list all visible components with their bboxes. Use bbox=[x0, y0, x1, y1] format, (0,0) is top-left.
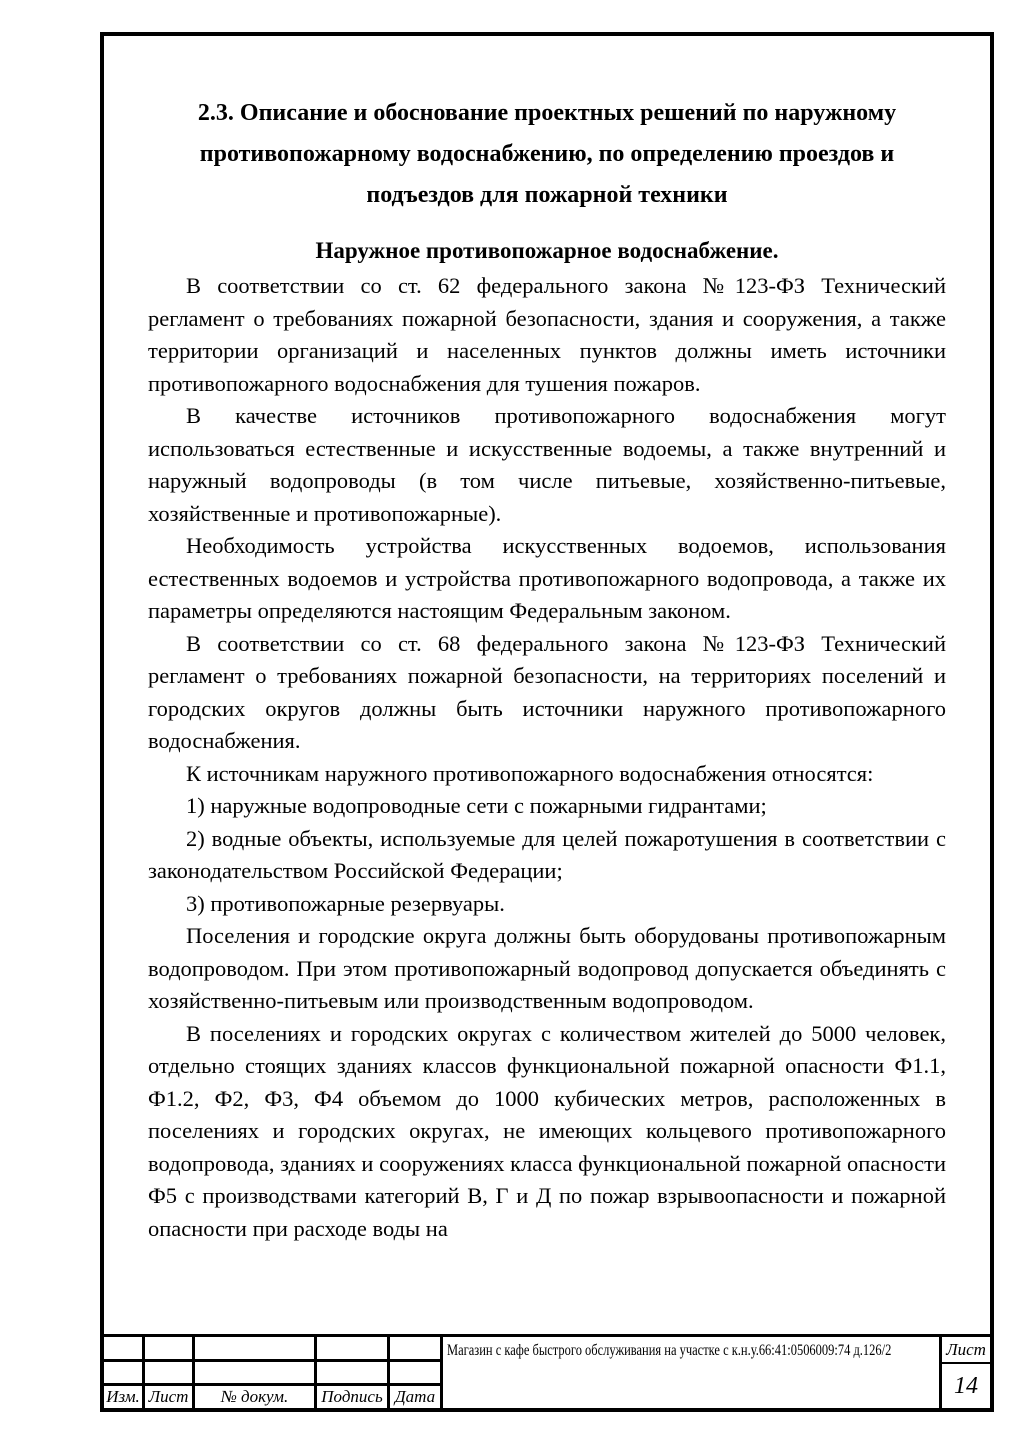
empty-cell bbox=[317, 1359, 387, 1384]
empty-cell bbox=[145, 1337, 192, 1359]
empty-cell bbox=[195, 1359, 314, 1384]
column-label-dokum: № докум. bbox=[195, 1383, 314, 1408]
body-paragraph: К источникам наружного противопожарного водоснабжения относятся: bbox=[186, 760, 874, 786]
empty-cell bbox=[317, 1337, 387, 1359]
empty-cell bbox=[104, 1337, 142, 1359]
title-block-column-dokum bbox=[195, 1337, 317, 1408]
column-label-list: Лист bbox=[145, 1383, 192, 1408]
section-heading bbox=[148, 93, 946, 216]
heading-line: подъездов для пожарной техники bbox=[366, 182, 728, 208]
empty-cell bbox=[104, 1359, 142, 1384]
project-name-cell bbox=[443, 1337, 942, 1408]
body-text bbox=[148, 270, 946, 1245]
empty-cell bbox=[390, 1359, 440, 1384]
body-paragraph: Необходимость устройства искусственных водоемов, использования естественных водоемов и устройства противопожарного водопровода, а также их параметры определяются настоящим Федеральным законом. bbox=[148, 533, 946, 623]
title-block-column-data bbox=[390, 1337, 443, 1408]
body-paragraph-list-item: 3) противопожарные резервуары. bbox=[186, 890, 505, 916]
body-paragraph: В соответствии со ст. 62 федерального закона №123-ФЗ Технический регламент о требованиях пожарной безопасности, здания и сооружения, а также территории организаций и населенных пунктов должны иметь источники противопожарного водоснабжения для тушения пожаров. bbox=[148, 273, 946, 396]
title-block bbox=[104, 1334, 990, 1408]
empty-cell bbox=[145, 1359, 192, 1384]
title-block-column-podpis bbox=[317, 1337, 390, 1408]
sheet-cell bbox=[942, 1337, 990, 1408]
column-label-podpis: Подпись bbox=[317, 1383, 387, 1408]
column-label-izm: Изм. bbox=[104, 1383, 142, 1408]
body-paragraph: Поселения и городские округа должны быть оборудованы противопожарным водопроводом. При этом противопожарный водопровод допускается объединять с хозяйственно-питьевым или производственным водопроводом. bbox=[148, 923, 946, 1013]
body-paragraph-list-item: 1) наружные водопроводные сети с пожарными гидрантами; bbox=[186, 793, 767, 818]
document-frame bbox=[100, 32, 994, 1412]
column-label-data: Дата bbox=[390, 1383, 440, 1408]
body-paragraph: В поселениях и городских округах с количеством жителей до 5000 человек, отдельно стоящих зданиях классов функциональной пожарной опасности Ф1.1, Ф1.2, Ф2, Ф3, Ф4 объемом до 1000 кубических метров, расположенных в поселениях и городских округах, не имеющих кольцевого противопожарного водопровода, зданиях и сооружениях класса функциональной пожарной опасности Ф5 с производствами категорий В, Г и Д по пожар взрывоопасности и пожарной опасности при расходе воды на bbox=[148, 1020, 946, 1241]
title-block-column-izm bbox=[104, 1337, 145, 1408]
sheet-label: Лист bbox=[942, 1337, 990, 1364]
empty-cell bbox=[195, 1337, 314, 1359]
title-block-column-list bbox=[145, 1337, 195, 1408]
empty-cell bbox=[390, 1337, 440, 1359]
sheet-number: 14 bbox=[954, 1372, 978, 1399]
heading-line: противопожарному водоснабжению, по определению проездов и bbox=[199, 141, 895, 167]
heading-line: 2.3. Описание и обоснование проектных решений по наружному bbox=[197, 100, 897, 126]
body-paragraph-list-item: 2) водные объекты, используемые для целей пожаротушения в соответствии с законодательством Российской Федерации; bbox=[148, 825, 946, 883]
body-paragraph: В соответствии со ст. 68 федерального закона №123-ФЗ Технический регламент о требованиях пожарной безопасности, на территориях поселений и городских округов должны быть источники наружного противопожарного водоснабжения. bbox=[148, 630, 946, 753]
subsection-heading: Наружное противопожарное водоснабжение. bbox=[315, 238, 779, 263]
project-name-text: Магазин с кафе быстрого обслуживания на участке с к.н.у.66:41:0506009:74 д.126/2 bbox=[447, 1342, 892, 1359]
text-column bbox=[148, 36, 946, 1245]
body-paragraph: В качестве источников противопожарного водоснабжения могут использоваться естественные и искусственные водоемы, а также внутренний и наружный водопроводы (в том числе питьевые, хозяйственно-питьевые, хозяйственные и противопожарные). bbox=[148, 403, 946, 526]
